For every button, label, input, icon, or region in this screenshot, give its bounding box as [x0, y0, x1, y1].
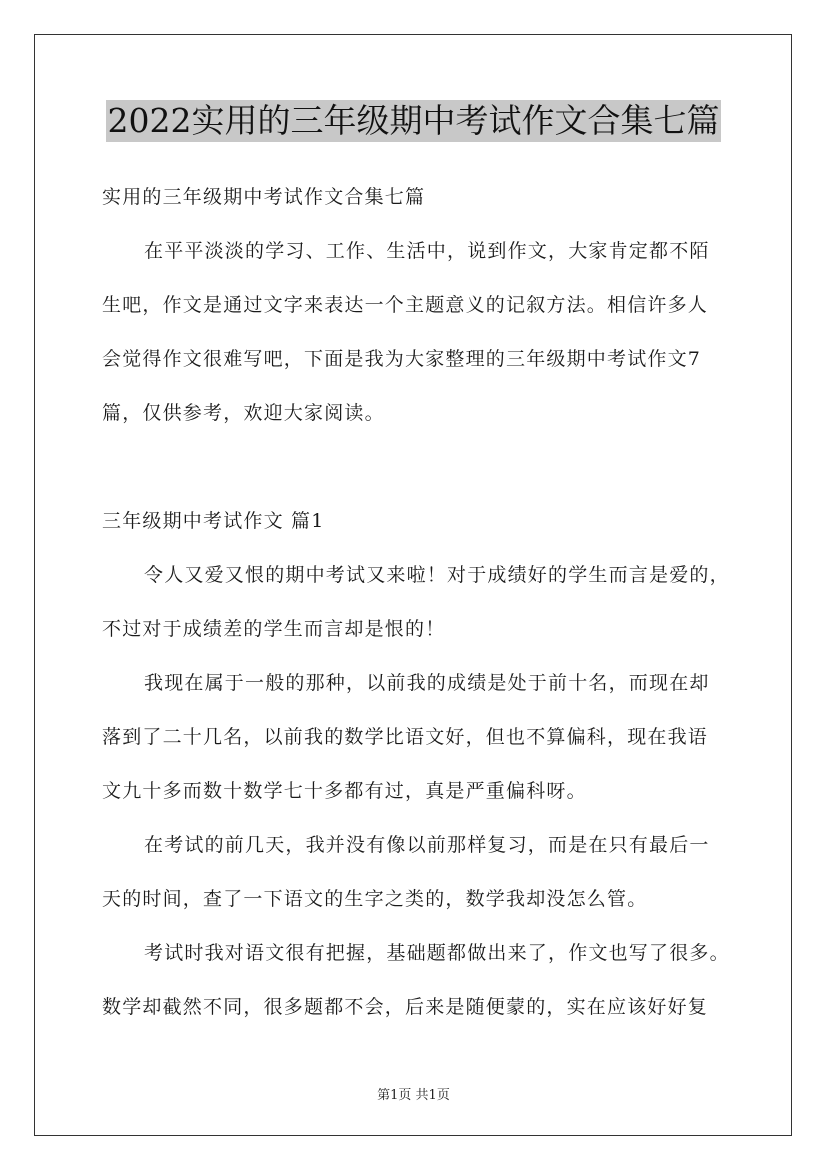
intro-line: 会觉得作文很难写吧，下面是我为大家整理的三年级期中考试作文7	[102, 348, 702, 370]
paragraph-line: 落到了二十几名，以前我的数学比语文好，但也不算偏科，现在我语	[102, 726, 709, 748]
document-body	[102, 170, 742, 1034]
paragraph-line: 令人又爱又恨的期中考试又来啦！对于成绩好的学生而言是爱的，	[144, 564, 730, 586]
document-subtitle: 实用的三年级期中考试作文合集七篇	[102, 186, 426, 208]
paragraph-line: 不过对于成绩差的学生而言却是恨的！	[102, 618, 446, 640]
document-title: 2022实用的三年级期中考试作文合集七篇	[107, 101, 720, 140]
paragraph-line: 在考试的前几天，我并没有像以前那样复习，而是在只有最后一	[144, 834, 710, 856]
section-heading: 三年级期中考试作文 篇1	[102, 510, 325, 532]
paragraph-line: 我现在属于一般的那种，以前我的成绩是处于前十名，而现在却	[144, 672, 710, 694]
title-container	[0, 100, 827, 142]
section-gap	[102, 440, 742, 494]
paragraph-line: 文九十多而数十数学七十多都有过，真是严重偏科呀。	[102, 780, 587, 802]
paragraph-line: 考试时我对语文很有把握，基础题都做出来了，作文也写了很多。	[144, 942, 730, 964]
paragraph-line: 天的时间，查了一下语文的生字之类的，数学我却没怎么管。	[102, 888, 648, 910]
intro-line: 生吧，作文是通过文字来表达一个主题意义的记叙方法。相信许多人	[102, 294, 709, 316]
intro-line: 在平平淡淡的学习、工作、生活中，说到作文，大家肯定都不陌	[144, 240, 710, 262]
paragraph-line: 数学却截然不同，很多题都不会，后来是随便蒙的，实在应该好好复	[102, 996, 709, 1018]
intro-line: 篇，仅供参考，欢迎大家阅读。	[102, 402, 385, 424]
page-number-footer: 第1页 共1页	[377, 1088, 450, 1103]
